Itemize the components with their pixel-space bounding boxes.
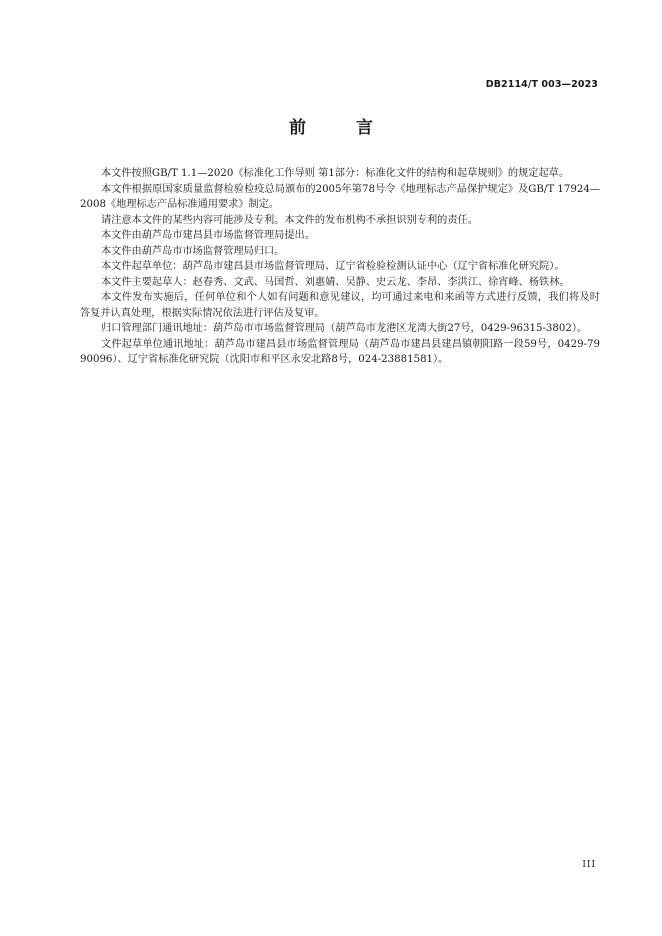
paragraph-feedback: 本文件发布实施后，任何单位和个人如有问题和意见建议，均可通过来电和来函等方式进行反馈，我们将及时答复并认真处理，根据实际情况依法进行评估及复审。 (80, 292, 600, 319)
paragraph-basis: 本文件根据原国家质量监督检验检疫总局颁布的2005年第78号令《地理标志产品保护规定》及GB/T 17924—2008《地理标志产品标准通用要求》制定。 (80, 183, 600, 210)
paragraph-proposer: 本文件由葫芦岛市建昌县市场监督管理局提出。 (101, 230, 315, 241)
paragraph-patent-notice: 请注意本文件的某些内容可能涉及专利。本文件的发布机构不承担识别专利的责任。 (101, 214, 478, 226)
paragraph-drafting-units: 本文件起草单位：葫芦岛市建昌县市场监督管理局、辽宁省检验检测认证中心（辽宁省标准化研究院）。 (101, 261, 565, 272)
document-code: DB2114/T 003—2023 (485, 79, 598, 90)
paragraph-drafting-address: 文件起草单位通讯地址：葫芦岛市建昌县市场监督管理局（葫芦岛市建昌县建昌镇朝阳路一段59号，0429-7990096）、辽宁省标准化研究院（沈阳市和平区永安北路8号，024-23881581）。 (80, 338, 600, 365)
page-title: 前 言 (289, 118, 395, 138)
foreword-body (80, 166, 600, 368)
paragraph-drafters: 本文件主要起草人：赵春秀、文武、马国哲、刘惠婧、吴静、史云龙、李昂、李洪江、徐宵峰、杨铁林。 (101, 276, 570, 288)
paragraph-admin-address: 归口管理部门通讯地址：葫芦岛市市场监督管理局（葫芦岛市龙港区龙湾大街27号，0429-96315-3802）。 (101, 323, 588, 334)
paragraph-centralized-unit: 本文件由葫芦岛市市场监督管理局归口。 (101, 245, 285, 257)
paragraph-drafting-rules: 本文件按照GB/T 1.1—2020《标准化工作导则 第1部分：标准化文件的结构和起草规则》的规定起草。 (101, 168, 570, 179)
page-number: III (582, 860, 596, 870)
